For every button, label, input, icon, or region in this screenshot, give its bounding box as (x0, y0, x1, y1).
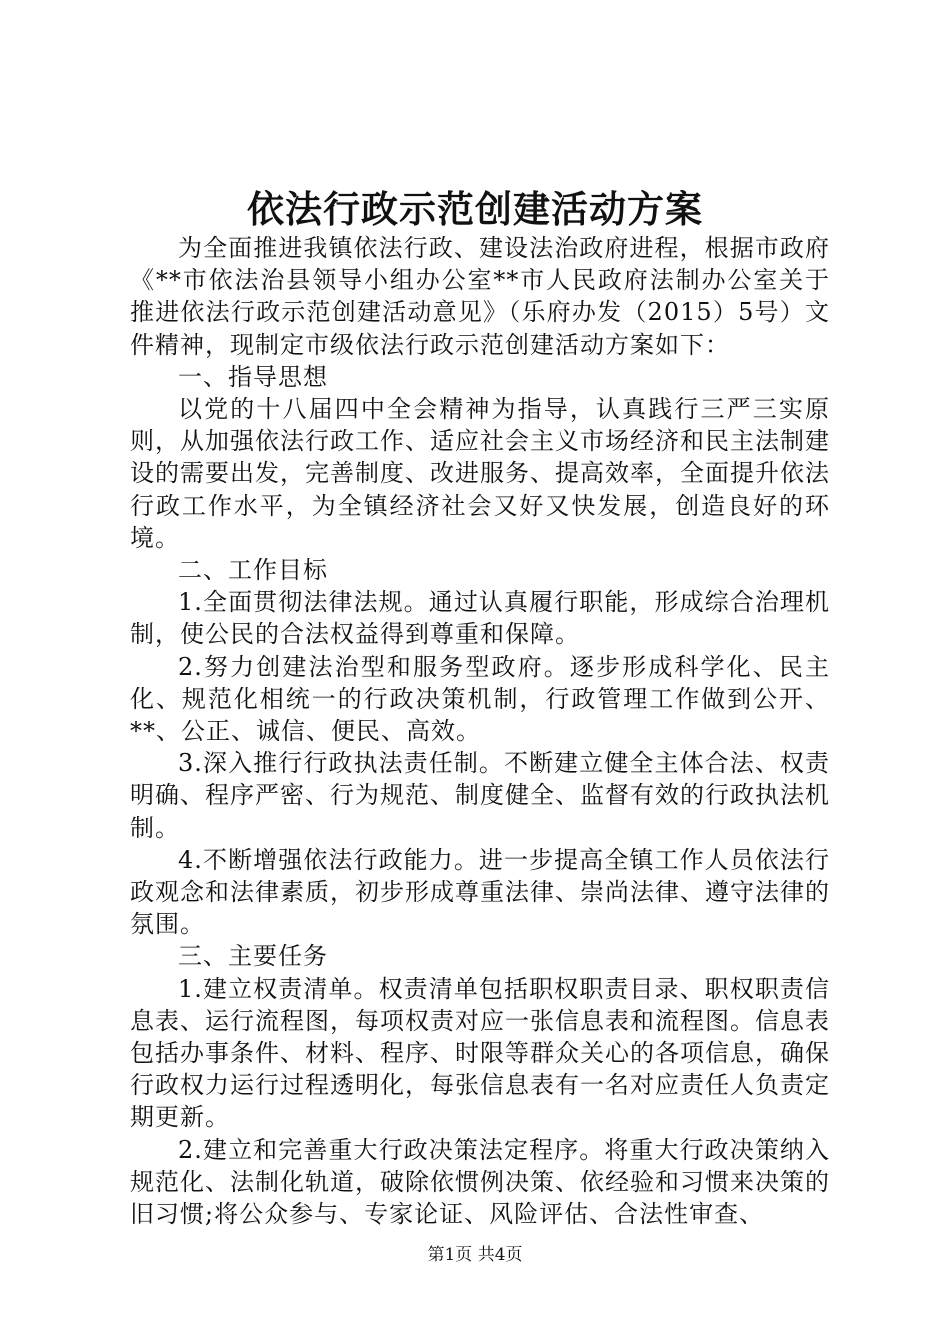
goal-item-3: 3.深入推行行政执法责任制。不断建立健全主体合法、权责明确、程序严密、行为规范、制度健全、监督有效的行政执法机制。 (130, 749, 830, 842)
page-number-footer: 第1页 共4页 (427, 1245, 523, 1265)
task-item-2: 2.建立和完善重大行政决策法定程序。将重大行政决策纳入规范化、法制化轨道，破除依惯例决策、依经验和习惯来决策的旧习惯;将公众参与、专家论证、风险评估、合法性审查、 (130, 1135, 830, 1229)
task-item-1: 1.建立权责清单。权责清单包括职权职责目录、职权职责信息表、运行流程图，每项权责对应一张信息表和流程图。信息表包括办事条件、材料、程序、时限等群众关心的各项信息，确保行政权力运行过程透明化，每张信息表有一名对应责任人负责定期更新。 (130, 974, 830, 1132)
section-heading-guiding-ideology: 一、指导思想 (178, 362, 328, 391)
document-body (130, 232, 830, 1230)
section-heading-work-goals: 二、工作目标 (178, 556, 328, 585)
document-title: 依法行政示范创建活动方案 (247, 187, 703, 231)
section-heading-main-tasks: 三、主要任务 (178, 942, 328, 971)
goal-item-1: 1.全面贯彻法律法规。通过认真履行职能，形成综合治理机制，使公民的合法权益得到尊重和保障。 (130, 588, 830, 649)
intro-paragraph: 为全面推进我镇依法行政、建设法治政府进程，根据市政府《**市依法治县领导小组办公室**市人民政府法制办公室关于推进依法行政示范创建活动意见》（乐府办发（2015）5号）文件精神，现制定市级依法行政示范创建活动方案如下： (130, 234, 830, 359)
goal-item-4: 4.不断增强依法行政能力。进一步提高全镇工作人员依法行政观念和法律素质，初步形成尊重法律、崇尚法律、遵守法律的氛围。 (130, 845, 830, 939)
guiding-ideology-paragraph: 以党的十八届四中全会精神为指导，认真践行三严三实原则，从加强依法行政工作、适应社会主义市场经济和民主法制建设的需要出发，完善制度、改进服务、提高效率，全面提升依法行政工作水平，为全镇经济社会又好又快发展，创造良好的环境。 (130, 395, 830, 552)
goal-item-2: 2.努力创建法治型和服务型政府。逐步形成科学化、民主化、规范化相统一的行政决策机制，行政管理工作做到公开、**、公正、诚信、便民、高效。 (130, 652, 830, 746)
